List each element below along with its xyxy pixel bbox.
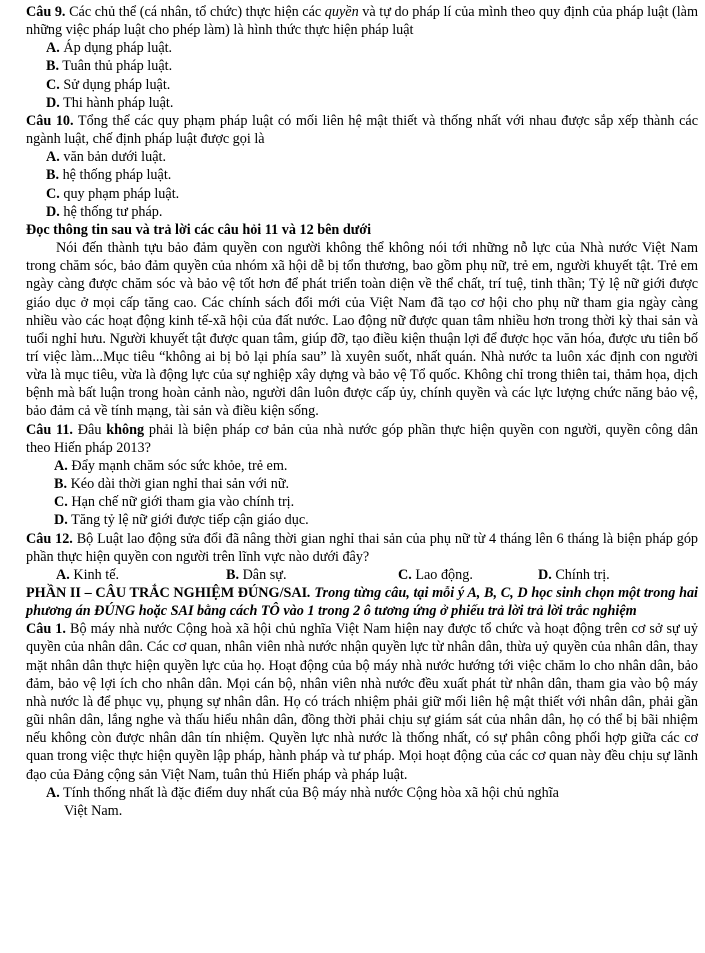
option-c: C. Hạn chế nữ giới tham gia vào chính trị. [54,494,295,511]
option-a: A. văn bản dưới luật. [46,149,167,166]
option-a: A. Áp dụng pháp luật. [46,40,173,57]
part-2-question-1: Câu 1. Bộ máy nhà nước Cộng hoà xã hội chủ nghĩa Việt Nam hiện nay được tổ chức và hoạt động trên cơ sở sự uỷ quyền của nhân dân. Các cơ quan, nhân viên nhà nước nhận quyền lực từ nhân dân, thừa uỷ quyền của nhân dân, thay mặt nhân dân thực hiện quyền lực của họ. Hoạt động của bộ máy nhà nước hướng tới việc chăm lo cho nhân dân, bảo đảm, bảo vệ lợi ích cho nhân dân. Mọi cán bộ, nhân viên nhà nước đều xuất phát từ nhân dân, tham gia vào bộ máy nhà nước là để phục vụ, phụng sự nhân dân. Họ có trách nhiệm phải giữ mối liên hệ mật thiết với nhân dân, phải gần gũi nhân dân, lắng nghe và thấu hiểu nhân dân, đồng thời phải chịu sự giám sát của nhân dân, họ có thể bị bãi nhiệm nếu không còn được nhân dân tín nhiệm. Quyền lực nhà nước là thống nhất, có sự phân công phối hợp giữa các cơ quan trong việc thực hiện quyền lập pháp, hành pháp và tư pháp. Mọi hoạt động của các cơ quan này đều chịu sự lãnh đạo của Đảng cộng sản Việt Nam, tuân thủ Hiến pháp và pháp luật. [26,621,698,783]
option-c: C. Sử dụng pháp luật. [46,76,171,93]
option-b: B. Tuân thủ pháp luật. [46,58,173,75]
option-d: D. Tăng tỷ lệ nữ giới được tiếp cận giáo dục. [54,512,309,529]
option-b: B. Kéo dài thời gian nghỉ thai sản với nữ. [54,476,290,493]
part-2-instruction: . Trong từng câu, tại mỗi ý A, B, C, D học sinh chọn một trong hai phương án ĐÚNG hoặc SAI bằng cách TÔ vào 1 trong 2 ô tương ứng ở phiếu trả lời trả lời trắc nghiệm [26,585,698,620]
option-d: D. hệ thống tư pháp. [46,203,163,220]
part-2-heading [26,584,698,620]
question-12-options [26,566,698,584]
option-d: D. Chính trị. [538,566,610,583]
question-12: Câu 12. Bộ Luật lao động sửa đổi đã nâng thời gian nghỉ thai sản của phụ nữ từ 4 tháng lên 6 tháng là biện pháp góp phần thực hiện quyền con người trên lĩnh vực nào dưới đây? [26,530,699,565]
option-d: D. Thi hành pháp luật. [46,94,174,111]
option-c: C. Lao động. [398,566,473,583]
question-11: Câu 11. Đâu không phải là biện pháp cơ bản của nhà nước góp phần thực hiện quyền con người, quyền công dân theo Hiến pháp 2013? [26,421,698,456]
question-label: Câu 1. [26,621,66,638]
question-10: Câu 10. Tổng thể các quy phạm pháp luật có mối liên hệ mật thiết và thống nhất với nhau được sắp xếp thành các ngành luật, chế định pháp luật được gọi là [26,112,699,148]
option-b: B. hệ thống pháp luật. [46,167,172,184]
reading-passage: Nói đến thành tựu bảo đảm quyền con người không thể không nói tới những nỗ lực của Nhà nước Việt Nam trong chăm sóc, bảo đảm quyền của nhóm xã hội dễ bị tổn thương, bao gồm phụ nữ, trẻ em, người khuyết tật. Trẻ em ngày càng được chăm sóc và bảo vệ tốt hơn để phát triển toàn diện về thể chất, trí tuệ, tinh thần; Tỷ lệ nữ giới được giáo dục ở mọi cấp tăng cao. Các chính sách đổi mới của Việt Nam đã tạo cơ hội cho phụ nữ tham gia ngày càng nhiều vào các hoạt động kinh tế-xã hội của đất nước. Lao động nữ được quan tâm nhiều hơn trong thời kỳ thai sản và tuổi nghỉ hưu. Người khuyết tật được quan tâm, giúp đỡ, tạo điều kiện thuận lợi để được học văn hóa, được ưu tiên bố trí việc làm...Mục tiêu “không ai bị bỏ lại phía sau” là xuyên suốt, nhất quán. Nhà nước ta luôn xác định con người vừa là mục tiêu, vừa là động lực của sự nghiệp xây dựng và bảo vệ Tổ quốc. Không chỉ trong thiên tai, thảm họa, dịch bệnh mà bất luận trong hoàn cảnh nào, người dân luôn được cấp ủy, chính quyền và các lực lượng chức năng bảo vệ, bảo đảm cả về tính mạng, tài sản và điều kiện sống. [26,240,698,420]
question-label: Câu 9. [26,4,66,20]
option-a: A. Kinh tế. [56,566,120,583]
option-a: A. Đẩy mạnh chăm sóc sức khỏe, trẻ em. [54,457,288,474]
option-c: C. quy phạm pháp luật. [46,185,180,202]
question-9: Câu 9. Các chủ thể (cá nhân, tổ chức) thực hiện các quyền và tự do pháp lí của mình theo quy định của pháp luật (làm những việc pháp luật cho phép làm) là hình thức thực hiện pháp luật [26,4,698,39]
part-2-title: PHẦN II – CÂU TRẮC NGHIỆM ĐÚNG/SAI [26,585,308,601]
question-10-options [26,148,698,221]
question-label: Câu 10. [26,112,74,129]
option-b: B. Dân sự. [226,566,287,583]
reading-heading: Đọc thông tin sau và trả lời các câu hỏi 11 và 12 bên dưới [26,221,372,238]
question-9-options [26,39,698,112]
document-page [26,3,698,820]
question-label: Câu 11. [26,421,73,438]
option-a: A. Tính thống nhất là đặc điểm duy nhất của Bộ máy nhà nước Cộng hòa xã hội chủ nghĩa Việt Nam. [46,784,559,819]
question-label: Câu 12. [26,530,73,547]
